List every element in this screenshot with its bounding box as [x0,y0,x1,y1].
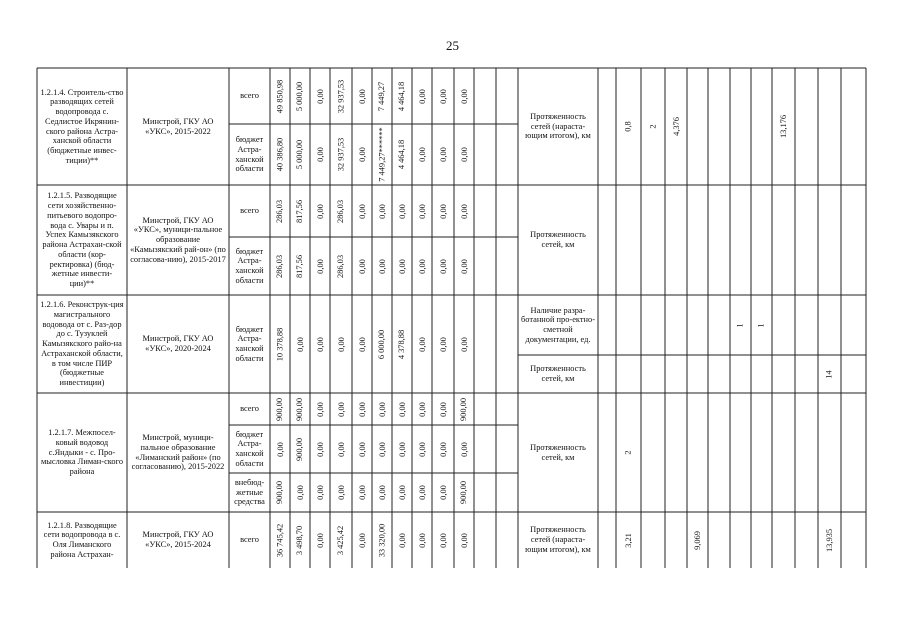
funding-value [310,185,330,237]
funding-value-text: 0,00 [438,532,448,548]
funding-value-text: 4 464,18 [397,81,407,111]
executor-name: Минстрой, ГКУ АО «УКС», 2015-2024 [142,530,214,549]
funding-value [310,295,330,393]
funding-source: бюджет Астра-ханской области [235,135,264,174]
funding-value [270,393,290,425]
funding-value [392,185,412,237]
funding-value [392,237,412,295]
funding-value [412,393,432,425]
funding-value [352,473,372,512]
funding-value [270,237,290,295]
executor-name: Минстрой, ГКУ АО «УКС», 2015-2022 [142,116,214,136]
funding-value-text: 0,00 [438,441,448,457]
indicator-name: Наличие разра-ботанной про-ектно-сметной документации, ед. [521,305,595,344]
funding-value-text: 32 937,53 [336,79,346,113]
funding-source: всего [240,91,259,101]
funding-value [432,185,454,237]
funding-value [290,124,310,185]
funding-value-text: 0,00 [417,147,427,162]
funding-value [290,473,310,512]
funding-value-text: 0,00 [315,401,325,417]
funding-value [372,393,392,425]
funding-value-text: 3 425,42 [336,525,346,555]
funding-value [330,124,352,185]
funding-value-text: 5 000,00 [295,81,305,111]
activity-name: 1.2.1.5. Разводящие сети хозяйственно-питьевого водопро-вода с. Увары и п. Успех Камызякского района Астрахан-ской области (кор-ректировка) (бюд-жетные инвести-ции)** [42,191,122,288]
funding-value [454,473,474,512]
indicator-value-text: 13,935 [825,528,834,552]
funding-value-text: 817,56 [295,254,305,278]
funding-value [330,237,352,295]
funding-value-text: 900,00 [459,397,469,421]
indicator-value [772,68,795,185]
activity-name: 1.2.1.7. Межпосел-ковый водовод с.Яндыки - с. Про-мысловка Лиман-ского района [40,428,124,477]
funding-value-text: 286,03 [336,254,346,278]
funding-value-text: 0,00 [459,441,469,457]
funding-value-text: 0,00 [336,441,346,457]
funding-value [454,425,474,473]
funding-value-text: 286,03 [275,254,285,278]
funding-value [352,425,372,473]
funding-value [372,68,392,124]
funding-value [392,68,412,124]
executor-name: Минстрой, ГКУ АО «УКС», 2020-2024 [142,334,214,353]
funding-value [412,473,432,512]
indicator-name: Протяженность сетей (нараста-ющим итогом), км [525,525,591,554]
funding-value [412,425,432,473]
funding-value-text: 0,00 [315,258,325,274]
funding-value [352,185,372,237]
funding-value-text: 0,00 [315,532,325,548]
funding-value-text: 0,00 [336,401,346,417]
funding-value-text: 0,00 [295,485,305,500]
funding-value [290,185,310,237]
funding-source: всего [240,404,259,414]
indicator-name: Протяженность сетей, км [530,442,586,462]
funding-value [372,512,392,568]
funding-value [290,237,310,295]
funding-value-text: 0,00 [336,485,346,500]
activity-name: 1.2.1.4. Строитель-ство разводящих сетей водопровода с. Седлистое Икрянин-ского района Астра-ханской области (бюджетные инвес-тиции)** [40,87,124,165]
funding-value-text: 0,00 [438,203,448,219]
funding-value [290,68,310,124]
funding-value [330,295,352,393]
funding-value-text: 0,00 [438,336,448,352]
indicator-value-text: 13,176 [779,114,788,139]
funding-value-text: 0,00 [357,441,367,457]
funding-value [352,124,372,185]
funding-value-text: 0,00 [357,203,367,219]
funding-value-text: 0,00 [459,258,469,274]
funding-value-text: 0,00 [417,485,427,500]
funding-value-text: 32 937,53 [336,137,346,172]
indicator-value [665,68,687,185]
funding-value [330,425,352,473]
activity-name: 1.2.1.8. Разводящие сети водопровода в с. Оля Лиманского района Астрахан- [43,520,121,559]
funding-value-text: 0,00 [315,147,325,162]
indicator-value-text: 1 [736,322,745,328]
funding-value-text: 0,00 [295,336,305,352]
funding-value-text: 33 320,00 [377,523,387,557]
funding-value [454,68,474,124]
funding-value-text: 0,00 [377,258,387,274]
funding-value [412,68,432,124]
indicator-value [616,68,641,185]
funding-value-text: 0,00 [377,441,387,457]
funding-value-text: 5 000,00 [295,139,305,170]
funding-value [352,68,372,124]
funding-value [454,393,474,425]
funding-value-text: 0,00 [417,441,427,457]
indicator-name: Протяженность сетей (нараста-ющим итогом), км [525,111,591,141]
indicator-value [751,295,772,355]
funding-value-text: 0,00 [397,203,407,219]
indicator-value [616,512,641,568]
funding-value-text: 0,00 [397,441,407,457]
funding-value-text: 0,00 [377,401,387,417]
funding-value [310,512,330,568]
funding-source: всего [240,206,259,216]
funding-value-text: 0,00 [459,203,469,219]
funding-value-text: 0,00 [417,532,427,548]
funding-value [454,512,474,568]
funding-value-text: 7 449,27 [377,81,387,111]
funding-value [330,512,352,568]
funding-value [432,393,454,425]
indicator-value-text: 14 [825,369,834,379]
funding-value [454,124,474,185]
indicator-value [818,355,841,393]
funding-value [372,295,392,393]
executor-name: Минстрой, муници-пальное образование «Лиманский район» (по согласованию), 2015-2022 [131,433,225,472]
funding-value-text: 0,00 [459,532,469,548]
executor-name: Минстрой, ГКУ АО «УКС», муници-пальное образование «Камызякский рай-он» (по согласова-нию), 2015-2017 [130,215,226,264]
funding-value [372,185,392,237]
funding-value [372,473,392,512]
funding-value [290,295,310,393]
funding-value-text: 0,00 [438,485,448,500]
funding-value-text: 0,00 [417,336,427,352]
funding-value [310,425,330,473]
funding-value [330,68,352,124]
funding-value-text: 0,00 [417,88,427,104]
funding-value-text: 0,00 [417,258,427,274]
funding-value-text: 0,00 [357,258,367,274]
indicator-name: Протяженность сетей, км [530,364,586,383]
funding-value [392,393,412,425]
funding-value-text: 286,03 [336,199,346,223]
funding-value-text: 0,00 [438,147,448,162]
indicator-value-text: 1 [757,322,766,328]
funding-value [352,295,372,393]
funding-value-text: 0,00 [438,401,448,417]
funding-value [330,185,352,237]
funding-source: бюджет Астра-ханской области [235,324,264,363]
funding-value-text: 0,00 [357,401,367,417]
funding-value-text: 0,00 [417,401,427,417]
funding-value [432,425,454,473]
funding-value [310,237,330,295]
funding-value-text: 900,00 [275,397,285,421]
funding-value [372,124,392,185]
funding-value [290,512,310,568]
indicator-name: Протяженность сетей, км [530,230,586,249]
funding-value-text: 0,00 [357,88,367,104]
funding-source: всего [240,535,259,545]
funding-value [270,295,290,393]
funding-value-text: 900,00 [295,397,305,421]
funding-value-text: 0,00 [357,485,367,500]
funding-value-text: 4 378,88 [397,329,407,359]
funding-value [310,473,330,512]
funding-value [352,512,372,568]
funding-value [392,295,412,393]
funding-value-text: 6 000,00 [377,329,387,359]
funding-value [432,237,454,295]
funding-value [310,393,330,425]
funding-value [270,68,290,124]
funding-value-text: 0,00 [357,532,367,548]
funding-value-text: 0,00 [315,88,325,104]
indicator-value-text: 3,21 [624,532,633,548]
funding-value [270,124,290,185]
funding-value [432,68,454,124]
funding-value-text: 900,00 [275,480,285,505]
funding-value-text: 10 378,88 [275,327,285,361]
indicator-value [616,393,641,512]
funding-value [412,237,432,295]
funding-value-text: 0,00 [377,485,387,500]
funding-value [454,185,474,237]
funding-value-text: 0,00 [315,336,325,352]
indicator-value-text: 0,8 [624,121,633,132]
funding-value-text: 0,00 [438,258,448,274]
funding-value-text: 0,00 [397,485,407,500]
funding-value [412,295,432,393]
funding-value [432,473,454,512]
funding-value-text: 0,00 [438,88,448,104]
funding-value [432,124,454,185]
funding-value [270,473,290,512]
funding-value-text: 0,00 [315,203,325,219]
funding-value [352,237,372,295]
funding-value [412,512,432,568]
indicator-value-text: 2 [648,124,658,129]
funding-value-text: 900,00 [459,480,469,505]
funding-value-text: 0,00 [336,336,346,352]
funding-value-text: 0,00 [417,203,427,219]
funding-value [310,68,330,124]
funding-value-text: 0,00 [459,336,469,352]
funding-value-text: 40 386,80 [275,137,285,172]
indicator-value-text: 9,069 [693,530,702,550]
indicator-value [641,68,665,185]
funding-value-text: 0,00 [315,485,325,500]
funding-value [290,425,310,473]
funding-value [432,295,454,393]
indicator-value-text: 2 [624,450,633,455]
indicator-value [818,512,841,568]
funding-value [454,295,474,393]
funding-value [330,473,352,512]
funding-source: бюджет Астра-ханской области [235,246,264,285]
funding-value-text: 36 745,42 [275,523,285,557]
indicator-value-text: 4,376 [671,117,681,136]
funding-value [352,393,372,425]
funding-value [392,425,412,473]
funding-value-text: 0,00 [459,147,469,162]
funding-value [270,185,290,237]
funding-value-text: 900,00 [295,437,305,461]
funding-value-text: 0,00 [275,441,285,457]
funding-source: внебюд-жетные средства [234,477,265,507]
funding-value-text: 0,00 [377,203,387,219]
funding-value-text: 49 850,98 [275,79,285,113]
funding-value [432,512,454,568]
funding-value [330,393,352,425]
funding-value-text: 0,00 [397,532,407,548]
funding-value [392,512,412,568]
funding-value-text: 0,00 [357,147,367,162]
funding-value [454,237,474,295]
funding-source: бюджет Астра-ханской области [235,429,264,468]
activity-name: 1.2.1.6. Реконструк-ция магистрального водовода от с. Раз-дор до с. Тузуклей Камызякского райо-на Астраханской области, в том числе ПИР (бюджетные инвестиции) [40,300,124,388]
funding-value-text: 0,00 [357,336,367,352]
funding-value [270,512,290,568]
funding-value [372,237,392,295]
indicator-value [687,512,708,568]
funding-value [290,393,310,425]
funding-value-text: 0,00 [459,88,469,104]
funding-value-text: 3 498,70 [295,525,305,555]
funding-value-text: 0,00 [315,441,325,457]
funding-value [412,124,432,185]
funding-value [310,124,330,185]
funding-value-text: 0,00 [397,258,407,274]
indicator-value [730,295,751,355]
funding-value [412,185,432,237]
funding-value-text: 0,00 [397,401,407,417]
funding-value [270,425,290,473]
funding-value-text: 817,56 [295,199,305,223]
funding-value-text: 286,03 [275,199,285,223]
funding-value [372,425,392,473]
funding-value [392,473,412,512]
funding-value-text: 4 464,18 [397,139,407,170]
page-number: 25 [446,38,459,53]
funding-value [392,124,412,185]
funding-value-text: 7 449,27****** [377,127,387,182]
